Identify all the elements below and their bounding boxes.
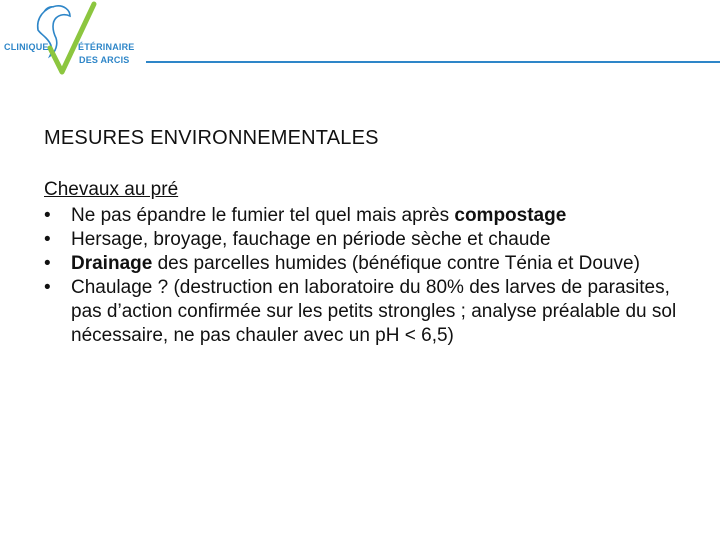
slide-content bbox=[44, 178, 684, 348]
list-item bbox=[44, 204, 684, 228]
logo-text-des-arcis: DES ARCIS bbox=[79, 55, 130, 65]
list-item-text: Chaulage ? (destruction en laboratoire du 80% des larves de parasites, pas d’action confirmée sur les petits strongles ; analyse préalable du sol nécessaire, ne pas chauler avec un pH < 6,5) bbox=[71, 277, 677, 346]
header-divider bbox=[146, 61, 720, 63]
list-item-bold-text: Drainage bbox=[71, 253, 153, 274]
bullet-list bbox=[44, 204, 684, 348]
logo-text-veterinaire: ÉTÉRINAIRE bbox=[78, 42, 135, 52]
list-item bbox=[44, 228, 684, 252]
list-item-text: Hersage, broyage, fauchage en période sèche et chaude bbox=[71, 229, 551, 250]
bullet-icon: • bbox=[44, 253, 51, 274]
clinic-logo bbox=[0, 0, 720, 90]
slide-title: MESURES ENVIRONNEMENTALES bbox=[44, 127, 379, 149]
bullet-icon: • bbox=[44, 205, 51, 226]
list-item-text: Ne pas épandre le fumier tel quel mais après bbox=[71, 205, 455, 226]
list-item bbox=[44, 252, 684, 276]
logo-text-clinique: CLINIQUE bbox=[4, 42, 49, 52]
subheading: Chevaux au pré bbox=[44, 179, 179, 200]
bullet-icon: • bbox=[44, 277, 51, 298]
list-item bbox=[44, 276, 684, 348]
list-item-bold-text: compostage bbox=[454, 205, 567, 226]
list-item-text-after: des parcelles humides (bénéfique contre Ténia et Douve) bbox=[152, 253, 640, 274]
bullet-icon: • bbox=[44, 229, 51, 250]
